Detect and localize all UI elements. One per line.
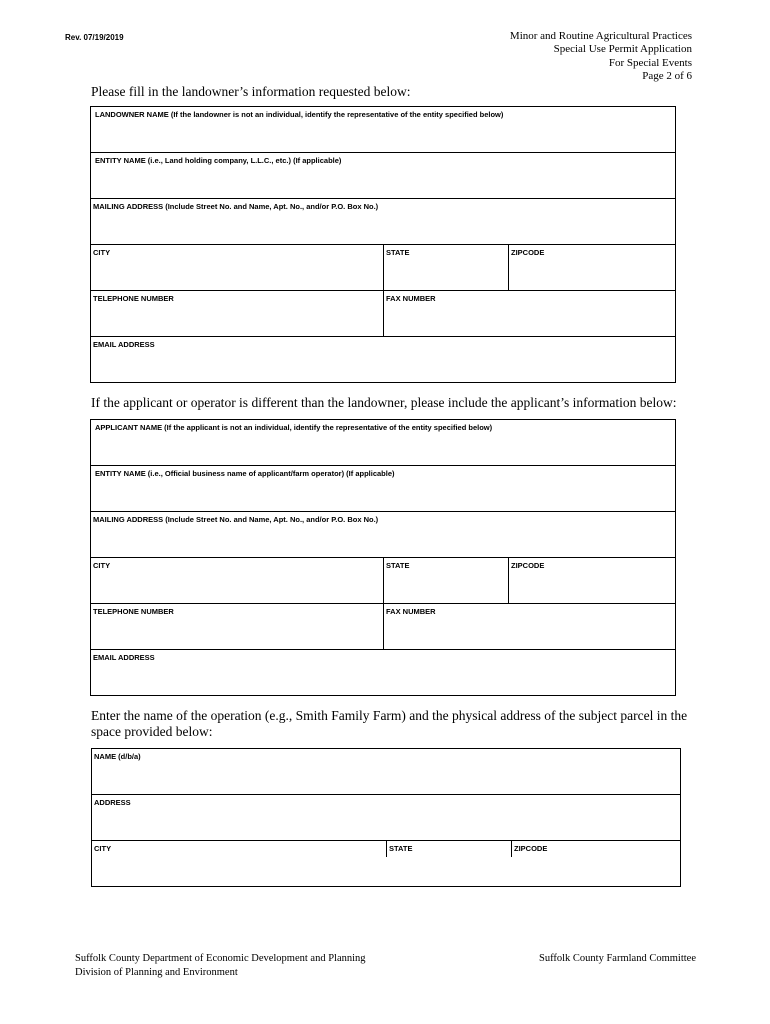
applicant-name-field[interactable] [91, 420, 675, 465]
landowner-intro: Please fill in the landowner’s information requested below: [91, 84, 411, 99]
header-line-2: Special Use Permit Application [553, 43, 692, 56]
landowner-entity-field[interactable] [91, 153, 675, 198]
applicant-phone-row [91, 604, 675, 650]
operation-city-row [92, 841, 680, 857]
applicant-phone-field[interactable] [91, 604, 384, 649]
operation-zip-label: ZIPCODE [514, 844, 548, 853]
landowner-mailing-row [91, 199, 675, 245]
landowner-zip-label: ZIPCODE [511, 248, 545, 257]
operation-name-label: NAME (d/b/a) [94, 752, 141, 761]
landowner-zip-field[interactable] [509, 245, 675, 290]
landowner-city-row [91, 245, 675, 291]
applicant-fax-field[interactable] [384, 604, 675, 649]
page-number: Page 2 of 6 [642, 69, 692, 82]
landowner-phone-label: TELEPHONE NUMBER [93, 294, 174, 303]
operation-state-label: STATE [389, 844, 413, 853]
header-line-3: For Special Events [608, 56, 692, 69]
document-header [510, 30, 692, 83]
operation-name-field[interactable] [92, 749, 680, 794]
operation-state-field[interactable] [387, 841, 512, 857]
operation-address-row [92, 795, 680, 841]
landowner-phone-field[interactable] [91, 291, 384, 336]
landowner-email-label: EMAIL ADDRESS [93, 340, 155, 349]
applicant-city-label: CITY [93, 561, 111, 570]
applicant-state-field[interactable] [384, 558, 509, 603]
landowner-mailing-field[interactable] [91, 199, 675, 244]
applicant-city-field[interactable] [91, 558, 384, 603]
applicant-name-label: APPLICANT NAME (If the applicant is not an individual, identify the representative of the entity specified below) [95, 423, 493, 432]
landowner-email-field[interactable] [91, 337, 675, 353]
applicant-fax-label: FAX NUMBER [386, 607, 436, 616]
applicant-intro: If the applicant or operator is different than the landowner, please include the applicant’s information below: [91, 395, 677, 410]
applicant-email-label: EMAIL ADDRESS [93, 653, 155, 662]
operation-city-field[interactable] [92, 841, 387, 857]
landowner-name-row [91, 107, 675, 153]
operation-address-label: ADDRESS [94, 798, 131, 807]
header-line-1: Minor and Routine Agricultural Practices [509, 30, 692, 42]
operation-city-label: CITY [94, 844, 112, 853]
operation-form [91, 748, 681, 887]
operation-zip-field[interactable] [512, 841, 680, 857]
landowner-entity-row [91, 153, 675, 199]
footer-committee: Suffolk County Farmland Committee [538, 953, 696, 964]
applicant-entity-label: ENTITY NAME (i.e., Official business name of applicant/farm operator) (If applicable) [95, 469, 395, 478]
landowner-mailing-label: MAILING ADDRESS (Include Street No. and Name, Apt. No., and/or P.O. Box No.) [93, 202, 379, 211]
applicant-state-label: STATE [386, 561, 410, 570]
operation-address-field[interactable] [92, 795, 680, 840]
footer-dept-line-1: Suffolk County Department of Economic Development and Planning [75, 953, 366, 964]
applicant-mailing-label: MAILING ADDRESS (Include Street No. and Name, Apt. No., and/or P.O. Box No.) [93, 515, 379, 524]
applicant-zip-label: ZIPCODE [511, 561, 545, 570]
landowner-city-label: CITY [93, 248, 111, 257]
applicant-name-row [91, 420, 675, 466]
applicant-email-row [91, 650, 675, 666]
applicant-zip-field[interactable] [509, 558, 675, 603]
applicant-entity-row [91, 466, 675, 512]
landowner-entity-label: ENTITY NAME (i.e., Land holding company, L.L.C., etc.) (If applicable) [95, 156, 342, 165]
landowner-state-label: STATE [386, 248, 410, 257]
landowner-name-field[interactable] [91, 107, 675, 152]
applicant-email-field[interactable] [91, 650, 675, 666]
landowner-fax-label: FAX NUMBER [386, 294, 436, 303]
applicant-form [90, 419, 676, 696]
landowner-phone-row [91, 291, 675, 337]
applicant-mailing-field[interactable] [91, 512, 675, 557]
applicant-city-row [91, 558, 675, 604]
applicant-entity-field[interactable] [91, 466, 675, 511]
revision-date: Rev. 07/19/2019 [65, 33, 124, 42]
landowner-form [90, 106, 676, 383]
landowner-city-field[interactable] [91, 245, 384, 290]
applicant-mailing-row [91, 512, 675, 558]
applicant-phone-label: TELEPHONE NUMBER [93, 607, 174, 616]
landowner-state-field[interactable] [384, 245, 509, 290]
operation-name-row [92, 749, 680, 795]
footer-dept-line-2: Division of Planning and Environment [75, 966, 238, 978]
landowner-fax-field[interactable] [384, 291, 675, 336]
landowner-email-row [91, 337, 675, 353]
footer-department [75, 952, 366, 979]
landowner-name-label: LANDOWNER NAME (If the landowner is not an individual, identify the representative of the entity specified below) [95, 110, 504, 119]
operation-intro: Enter the name of the operation (e.g., Smith Family Farm) and the physical address of the subject parcel in the space provided below: [91, 708, 688, 739]
